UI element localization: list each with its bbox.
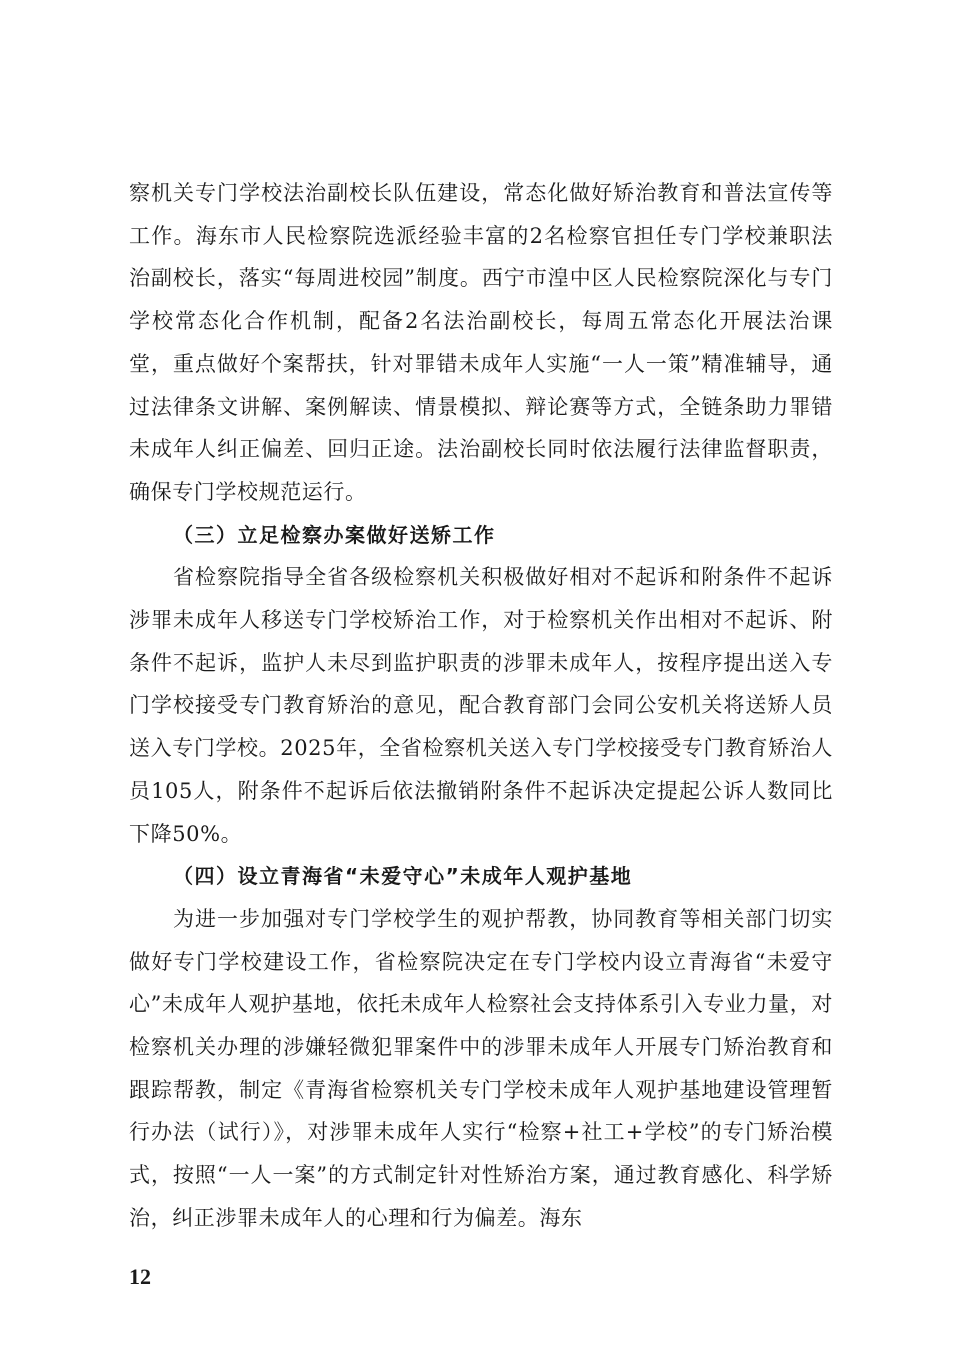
paragraph-1: 察机关专门学校法治副校长队伍建设，常态化做好矫治教育和普法宣传等工作。海东市人民检察院选派经验丰富的2名检察官担任专门学校兼职法治副校长，落实“每周进校园”制度。西宁市湟中区人民检察院深化与专门学校常态化合作机制，配备2名法治副校长，每周五常态化开展法治课堂，重点做好个案帮扶，针对罪错未成年人实施“一人一策”精准辅导，通过法律条文讲解、案例解读、情景模拟、辩论赛等方式，全链条助力罪错未成年人纠正偏差、回归正途。法治副校长同时依法履行法律监督职责，确保专门学校规范运行。 [129, 181, 833, 504]
paragraph-2: 省检察院指导全省各级检察机关积极做好相对不起诉和附条件不起诉涉罪未成年人移送专门学校矫治工作，对于检察机关作出相对不起诉、附条件不起诉，监护人未尽到监护职责的涉罪未成年人，按程序提出送入专门学校接受专门教育矫治的意见，配合教育部门会同公安机关将送矫人员送入专门学校。2025年，全省检察机关送入专门学校接受专门教育矫治人员105人，附条件不起诉后依法撤销附条件不起诉决定提起公诉人数同比下降50%。 [129, 565, 833, 846]
section-heading-4: （四）设立青海省“未爱守心”未成年人观护基地 [173, 864, 633, 889]
body-text [129, 172, 833, 1240]
paragraph-3: 为进一步加强对专门学校学生的观护帮教，协同教育等相关部门切实做好专门学校建设工作，省检察院决定在专门学校内设立青海省“未爱守心”未成年人观护基地，依托未成年人检察社会支持体系引入专业力量，对检察机关办理的涉嫌轻微犯罪案件中的涉罪未成年人开展专门矫治教育和跟踪帮教，制定《青海省检察机关专门学校未成年人观护基地建设管理暂行办法（试行）》，对涉罪未成年人实行“检察+社工+学校”的专门矫治模式，按照“一人一案”的方式制定针对性矫治方案，通过教育感化、科学矫治，纠正涉罪未成年人的心理和行为偏差。海东 [129, 906, 833, 1230]
page-number: 12 [129, 1264, 151, 1289]
section-heading-3: （三）立足检察办案做好送矫工作 [173, 522, 496, 547]
